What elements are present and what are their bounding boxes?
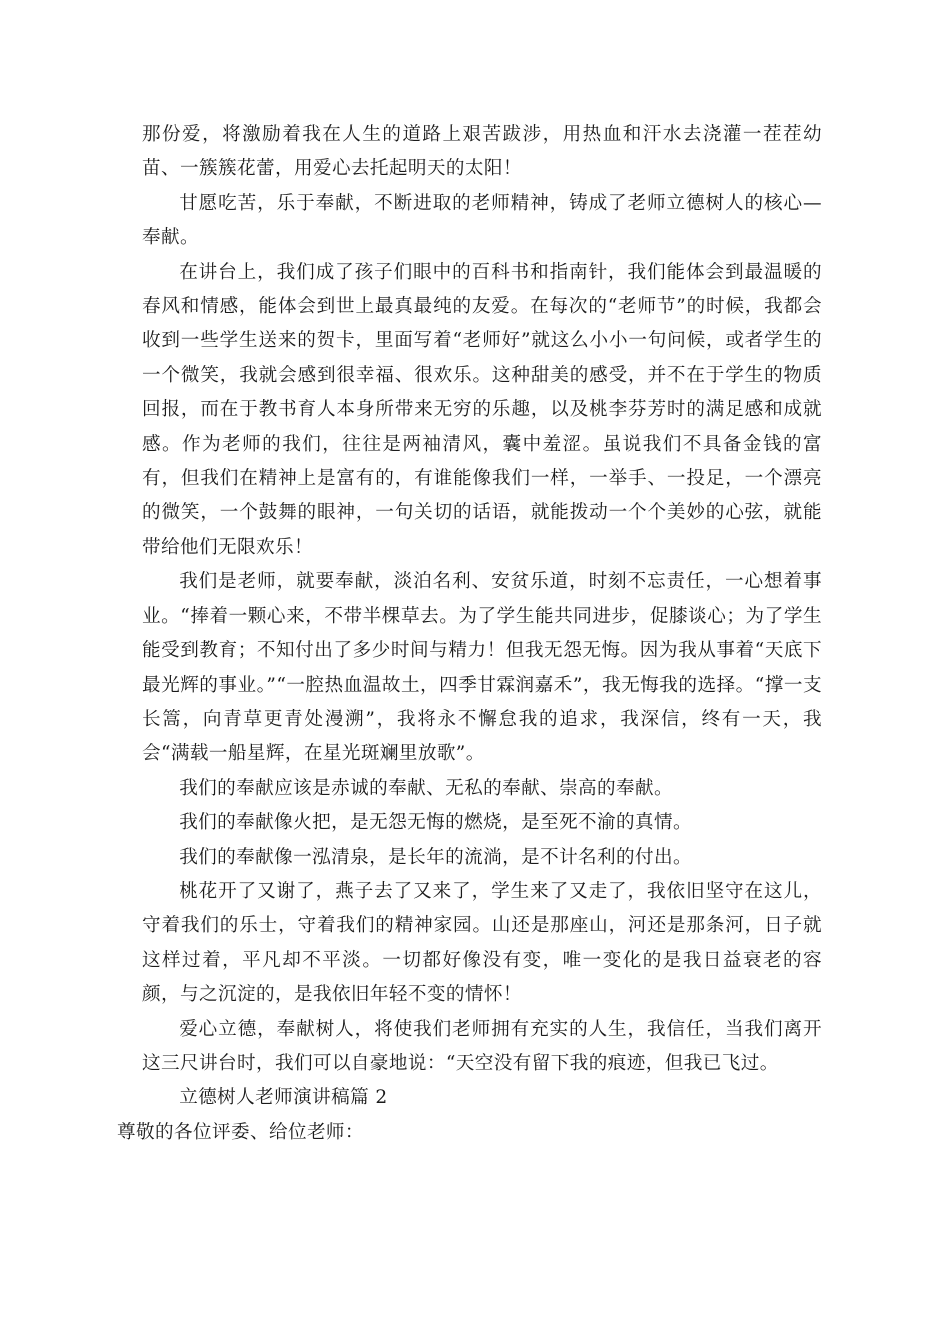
paragraph-closing: 爱心立德，奉献树人，将使我们老师拥有充实的人生，我信任，当我们离开这三尺讲台时，我们可以自豪地说：“天空没有留下我的痕迹，但我已飞过。 — [142, 1018, 822, 1074]
paragraph-teacher-devotion: 我们是老师，就要奉献，淡泊名利、安贫乐道，时刻不忘责任，一心想着事业。“捧着一颗心来，不带半棵草去。为了学生能共同进步，促膝谈心；为了学生能受到教育；不知付出了多少时间与精力！但我无怨无悔。因为我从事着“天底下最光辉的事业。”“一腔热血温故土，四季甘霖润嘉禾”，我无悔我的选择。“撑一支长篙，向青草更青处漫溯”，我将永不懈怠我的追求，我深信，终有一天，我会“满载一船星辉，在星光斑斓里放歌”。 — [142, 571, 822, 765]
paragraph-torch: 我们的奉献像火把，是无怨无悔的燃烧，是至死不渝的真情。 — [179, 812, 693, 834]
salutation: 尊敬的各位评委、给位老师： — [117, 1121, 364, 1143]
paragraph-sincere-devotion: 我们的奉献应该是赤诚的奉献、无私的奉献、崇高的奉献。 — [179, 777, 674, 799]
section-title: 立德树人老师演讲稿篇 2 — [179, 1087, 388, 1109]
paragraph-podium: 在讲台上，我们成了孩子们眼中的百科书和指南针，我们能体会到最温暖的春风和情感，能体会到世上最真最纯的友爱。在每次的“老师节”的时候，我都会收到一些学生送来的贺卡，里面写着“老师好”就这么小小一句问候，或者学生的一个微笑，我就会感到很幸福、很欢乐。这种甜美的感受，并不在于学生的物质回报，而在于教书育人本身所带来无穷的乐趣，以及桃李芬芳时的满足感和成就感。作为老师的我们，往往是两袖清风，囊中羞涩。虽说我们不具备金钱的富有，但我们在精神上是富有的，有谁能像我们一样，一举手、一投足，一个漂亮的微笑，一个鼓舞的眼神，一句关切的话语，就能拨动一个个美妙的心弦，就能带给他们无限欢乐！ — [142, 261, 822, 558]
document-body — [117, 118, 822, 1150]
paragraph-dedication: 甘愿吃苦，乐于奉献，不断进取的老师精神，铸成了老师立德树人的核心—奉献。 — [142, 192, 822, 249]
paragraph-continuation: 那份爱，将激励着我在人生的道路上艰苦跋涉，用热血和汗水去浇灌一茬茬幼苗、一簇簇花蕾，用爱心去托起明天的太阳！ — [142, 124, 822, 180]
paragraph-spring: 我们的奉献像一泓清泉，是长年的流淌，是不计名利的付出。 — [179, 846, 693, 868]
paragraph-peach-blossom: 桃花开了又谢了，燕子去了又来了，学生来了又走了，我依旧坚守在这儿，守着我们的乐士，守着我们的精神家园。山还是那座山，河还是那条河，日子就这样过着，平凡却不平淡。一切都好像没有变，唯一变化的是我日益衰老的容颜，与之沉淀的，是我依旧年轻不变的情怀！ — [142, 880, 822, 1006]
